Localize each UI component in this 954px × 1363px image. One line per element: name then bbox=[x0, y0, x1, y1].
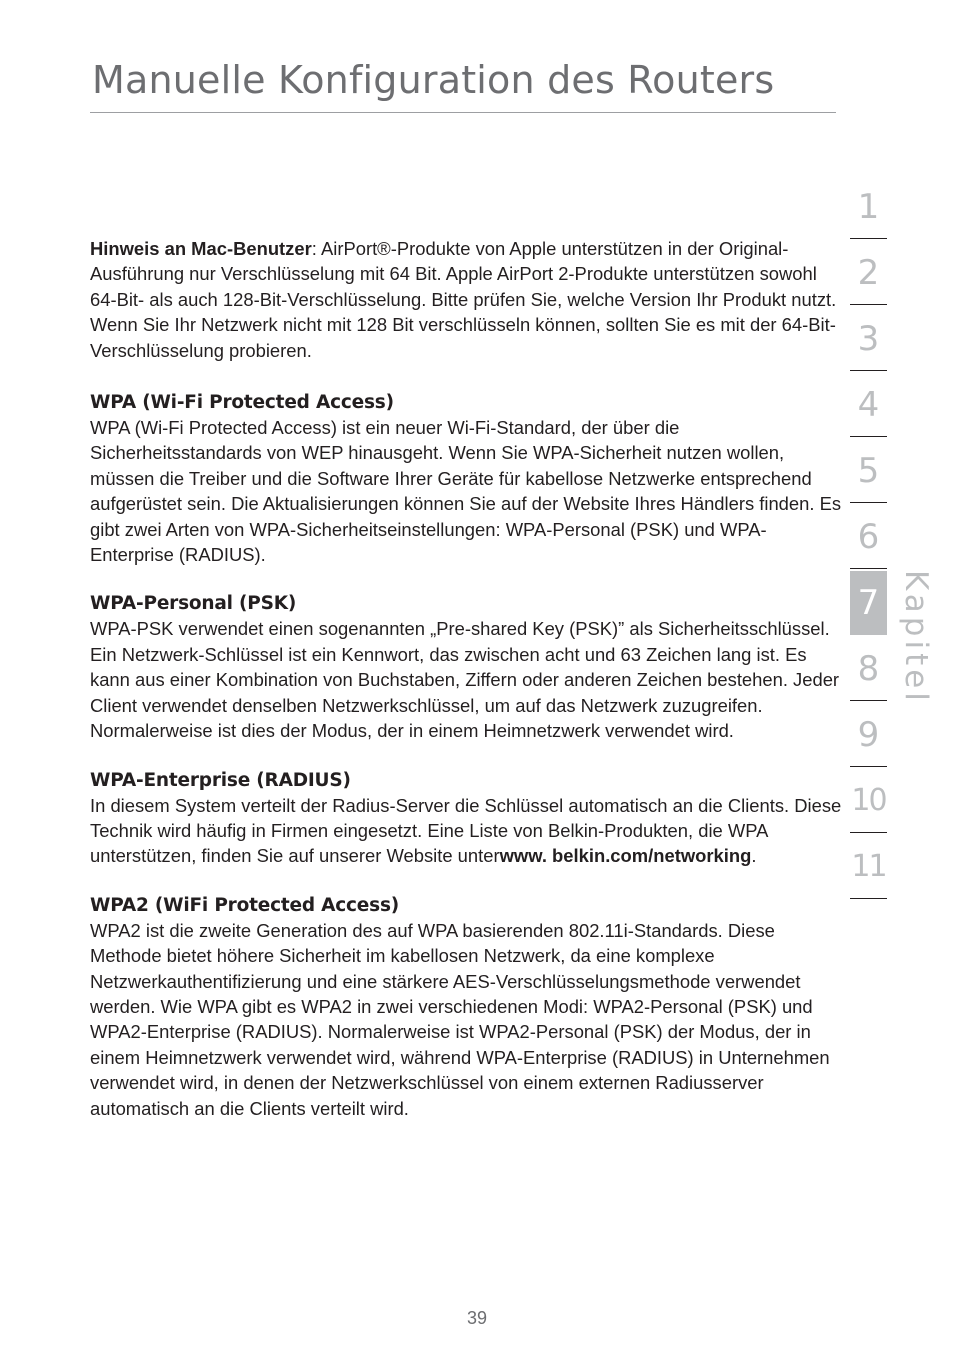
section-wpa2 bbox=[90, 894, 846, 1121]
main-content bbox=[90, 236, 846, 1146]
belkin-networking-link[interactable]: www. belkin.com/networking bbox=[499, 845, 752, 867]
chapter-tab-6[interactable]: 6 bbox=[850, 505, 887, 569]
section-body bbox=[90, 793, 846, 869]
section-body-text: In diesem System verteilt der Radius-Server die Schlüssel automatisch an die Clients. Diese Technik wird häufig in Firmen eingesetzt. Eine Liste von Belkin-Produkten, die WPA unterstützen, finden Sie auf unserer Website unter bbox=[90, 794, 842, 867]
note-text: : AirPort®-Produkte von Apple unterstützen in der Original-Ausführung nur Verschlüsselung mit 64 Bit. Apple AirPort 2-Produkte unterstützen sowohl 64-Bit- als auch 128-Bit-Verschlüsselung. Bitte prüfen Sie, welche Version Ihr Produkt nutzt. Wenn Sie Ihr Netzwerk nicht mit 128 Bit verschlüsseln können, sollten Sie es mit der 64-Bit-Verschlüsselung probieren. bbox=[90, 238, 837, 361]
page-number: 39 bbox=[466, 1308, 488, 1328]
header-divider bbox=[90, 112, 836, 113]
section-body: WPA2 ist die zweite Generation des auf WPA basierenden 802.11i-Standards. Diese Methode bietet höhere Sicherheit im kabellosen Netzwerk, da eine komplexe Netzwerkauthentifizierung und eine stärkere AES-Verschlüsselungsmethode verwendet werden. Wie WPA gibt es WPA2 in zwei verschiedenen Modi: WPA2-Personal (PSK) und WPA2-Enterprise (RADIUS). Normalerweise ist WPA2-Personal (PSK) der Modus, der in einem Heimnetzwerk verwendet wird, während WPA-Enterprise (RADIUS) in Unternehmen verwendet wird, in denen der Netzwerkschlüssel von einem externen Radiusserver automatisch an die Clients verteilt wird. bbox=[90, 919, 830, 1119]
section-heading: WPA-Personal (PSK) bbox=[90, 593, 297, 615]
section-wpa-enterprise bbox=[90, 769, 846, 869]
section-wpa bbox=[90, 391, 846, 567]
chapter-tab-3[interactable]: 3 bbox=[850, 307, 887, 371]
mac-user-note bbox=[90, 236, 846, 363]
chapter-tab-8[interactable]: 8 bbox=[850, 637, 887, 701]
section-heading: WPA-Enterprise (RADIUS) bbox=[90, 769, 351, 791]
chapter-tab-10[interactable]: 10 bbox=[850, 769, 887, 833]
chapter-label bbox=[896, 570, 936, 705]
chapter-tab-9[interactable]: 9 bbox=[850, 703, 887, 767]
section-heading: WPA2 (WiFi Protected Access) bbox=[90, 894, 400, 916]
section-wpa-personal bbox=[90, 592, 846, 743]
chapter-label-text: Kapitel bbox=[898, 570, 934, 705]
section-body-end: . bbox=[751, 845, 757, 867]
note-label: Hinweis an Mac-Benutzer bbox=[90, 238, 312, 259]
section-heading: WPA (Wi-Fi Protected Access) bbox=[90, 392, 394, 414]
chapter-tab-5[interactable]: 5 bbox=[850, 439, 887, 503]
chapter-tab-2[interactable]: 2 bbox=[850, 241, 887, 305]
chapter-tab-1[interactable]: 1 bbox=[850, 175, 887, 239]
chapter-tab-7-active[interactable]: 7 bbox=[850, 571, 887, 635]
section-body: WPA (Wi-Fi Protected Access) ist ein neuer Wi-Fi-Standard, der über die Sicherheitsstandards von WEP hinausgeht. Wenn Sie WPA-Sicherheit nutzen wollen, müssen die Treiber und die Software Ihrer Geräte für kabellose Netzwerke entsprechend aufgerüstet sein. Die Aktualisierungen können Sie auf der Website Ihres Händlers finden. Es gibt zwei Arten von WPA-Sicherheitseinstellungen: WPA-Personal (PSK) und WPA-Enterprise (RADIUS). bbox=[90, 417, 842, 566]
chapter-nav bbox=[850, 175, 888, 901]
chapter-tab-4[interactable]: 4 bbox=[850, 373, 887, 437]
page-title: Manuelle Konfiguration des Routers bbox=[92, 58, 775, 102]
section-body: WPA-PSK verwendet einen sogenannten „Pre-shared Key (PSK)” als Sicherheitsschlüssel. Ein Netzwerk-Schlüssel ist ein Kennwort, das zwischen acht und 63 Zeichen lang ist. Es kann aus einer Kombination von Buchstaben, Ziffern oder anderen Zeichen bestehen. Jeder Client verwendet denselben Netzwerkschlüssel, um auf das Netzwerk zuzugreifen. Normalerweise ist dies der Modus, der in einem Heimnetzwerk verwendet wird. bbox=[90, 618, 840, 742]
chapter-tab-11[interactable]: 11 bbox=[850, 835, 887, 899]
